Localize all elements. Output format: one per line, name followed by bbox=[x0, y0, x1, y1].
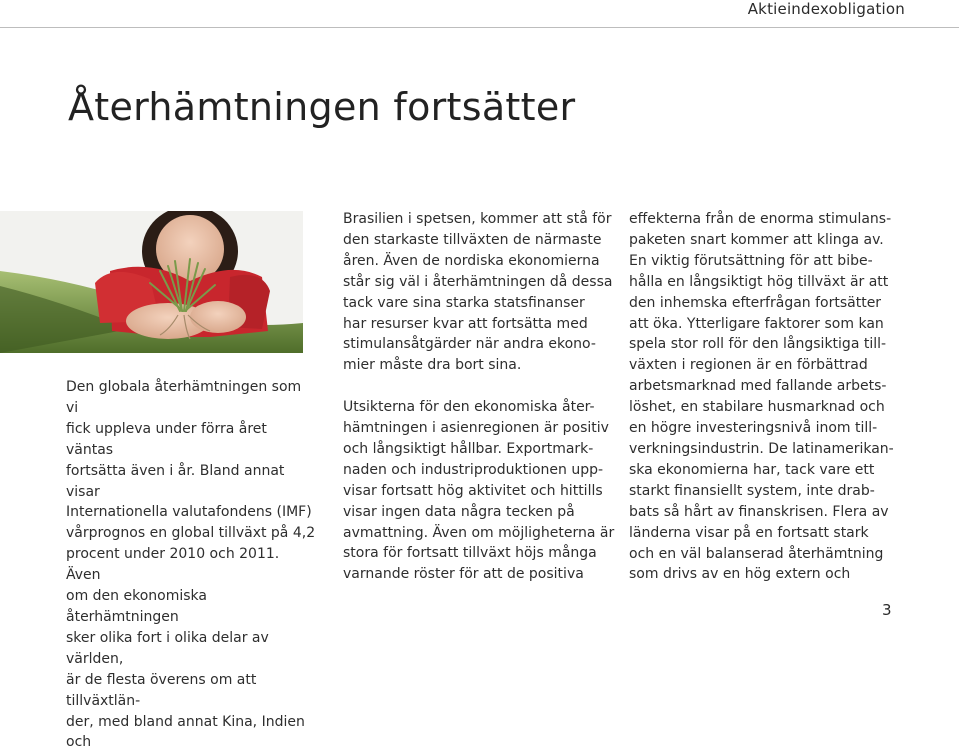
paragraph: Utsikterna för den ekonomiska åter- hämtningen i asienregionen är positiv och långsiktigt hållbar. Exportmark- naden och industriproduktionen upp- visar fortsatt hög aktivitet och hittills visar ingen data några tecken på avmattning. Även om möjligheterna är stora för fortsatt tillväxt höjs många varnande röster för att de positiva bbox=[343, 399, 615, 583]
text-column-2 bbox=[343, 209, 618, 585]
page-title: Återhämtningen fortsätter bbox=[68, 85, 576, 130]
section-label: Aktieindexobligation bbox=[747, 0, 905, 18]
paragraph: Brasilien i spetsen, kommer att stå för den starkaste tillväxten de närmaste åren. Även de nordiska ekonomierna står sig väl i återhämtningen då dessa tack vare sina starka statsfinanser har resurser kvar att fortsätta med stimulansåtgärder när andra ekono- mier måste dra bort sina. bbox=[343, 211, 613, 374]
hero-photo bbox=[0, 211, 303, 353]
page-number: 3 bbox=[882, 601, 892, 619]
header-divider bbox=[0, 27, 959, 28]
hero-photo-illustration bbox=[0, 211, 303, 353]
text-column-3 bbox=[629, 209, 904, 585]
paragraph: Den globala återhämtningen som vi fick uppleva under förra året väntas fortsätta även i år. Bland annat visar Internationella valutafondens (IMF) vårprognos en global tillväxt på 4,2 procent under 2010 och 2011. Även om den ekonomiska återhämtningen sker olika fort i olika delar av världen, är de flesta överens om att tillväxtlän- der, med bland annat Kina, Indien och bbox=[66, 379, 316, 751]
paragraph: effekterna från de enorma stimulans- paketen snart kommer att klinga av. En viktig förutsättning för att bibe- hålla en långsiktigt hög tillväxt är att den inhemska efterfrågan fortsätter att öka. Ytterligare faktorer som kan spela stor roll för den långsiktiga till- växten i regionen är en förbättrad arbetsmarknad med fallande arbets- löshet, en stabilare husmarknad och en högre investeringsnivå inom till- verkningsindustrin. De latinamerikan- ska ekonomierna har, tack vare ett starkt finansiellt system, inte drab- bats så hårt av finanskrisen. Flera av länderna visar på en fortsatt stark och en väl balanserad återhämtning som drivs av en hög extern och bbox=[629, 211, 894, 583]
text-column-1 bbox=[66, 377, 316, 753]
